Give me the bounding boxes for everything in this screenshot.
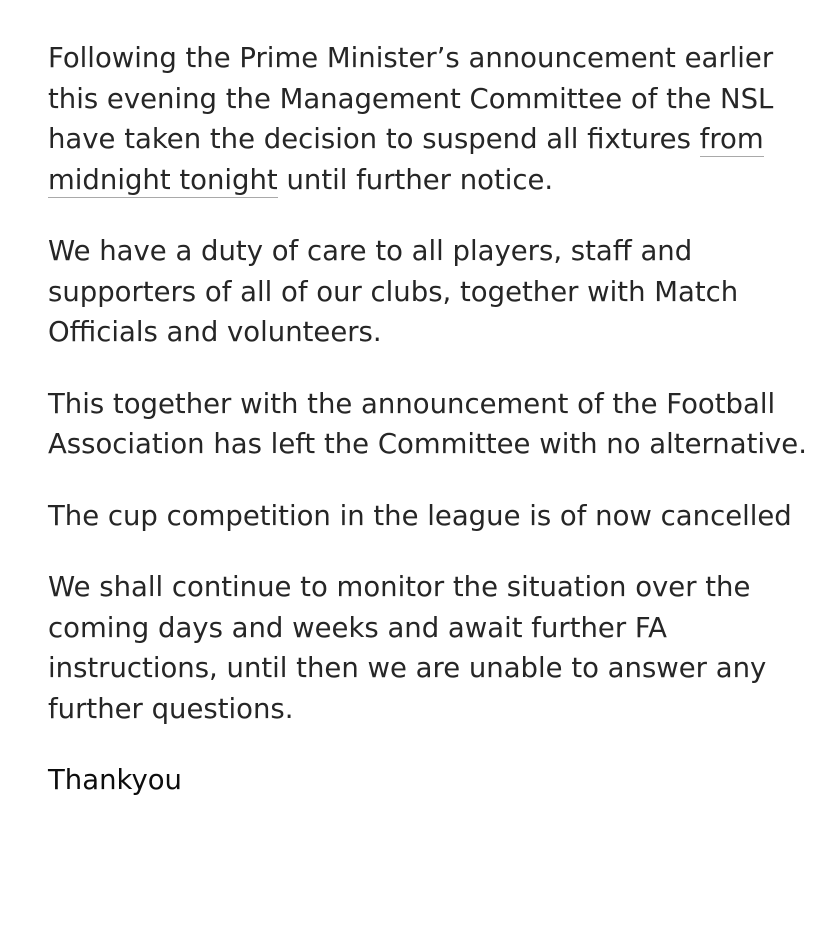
statement-document	[48, 38, 808, 801]
sign-off: Thankyou	[48, 764, 182, 796]
paragraph-football-association: This together with the announcement of the Football Association has left the Committee with no alternative.	[48, 387, 807, 460]
paragraph-cup-cancelled: The cup competition in the league is of now cancelled	[48, 499, 792, 532]
paragraph-suspension	[48, 38, 808, 200]
paragraph-suspension-text-end: until further notice.	[277, 163, 554, 196]
date-link-midnight-tonight[interactable]: from midnight tonight	[48, 123, 764, 196]
paragraph-duty-of-care: We have a duty of care to all players, staff and supporters of all of our clubs, together with Match Officials and volunteers.	[48, 235, 739, 348]
paragraph-monitor-situation: We shall continue to monitor the situation over the coming days and weeks and await further FA instructions, until then we are unable to answer any further questions.	[48, 571, 767, 725]
paragraph-suspension-text-start: Following the Prime Minister’s announcement earlier this evening the Management Committee of the NSL have taken the decision to suspend all fixtures	[48, 42, 774, 155]
